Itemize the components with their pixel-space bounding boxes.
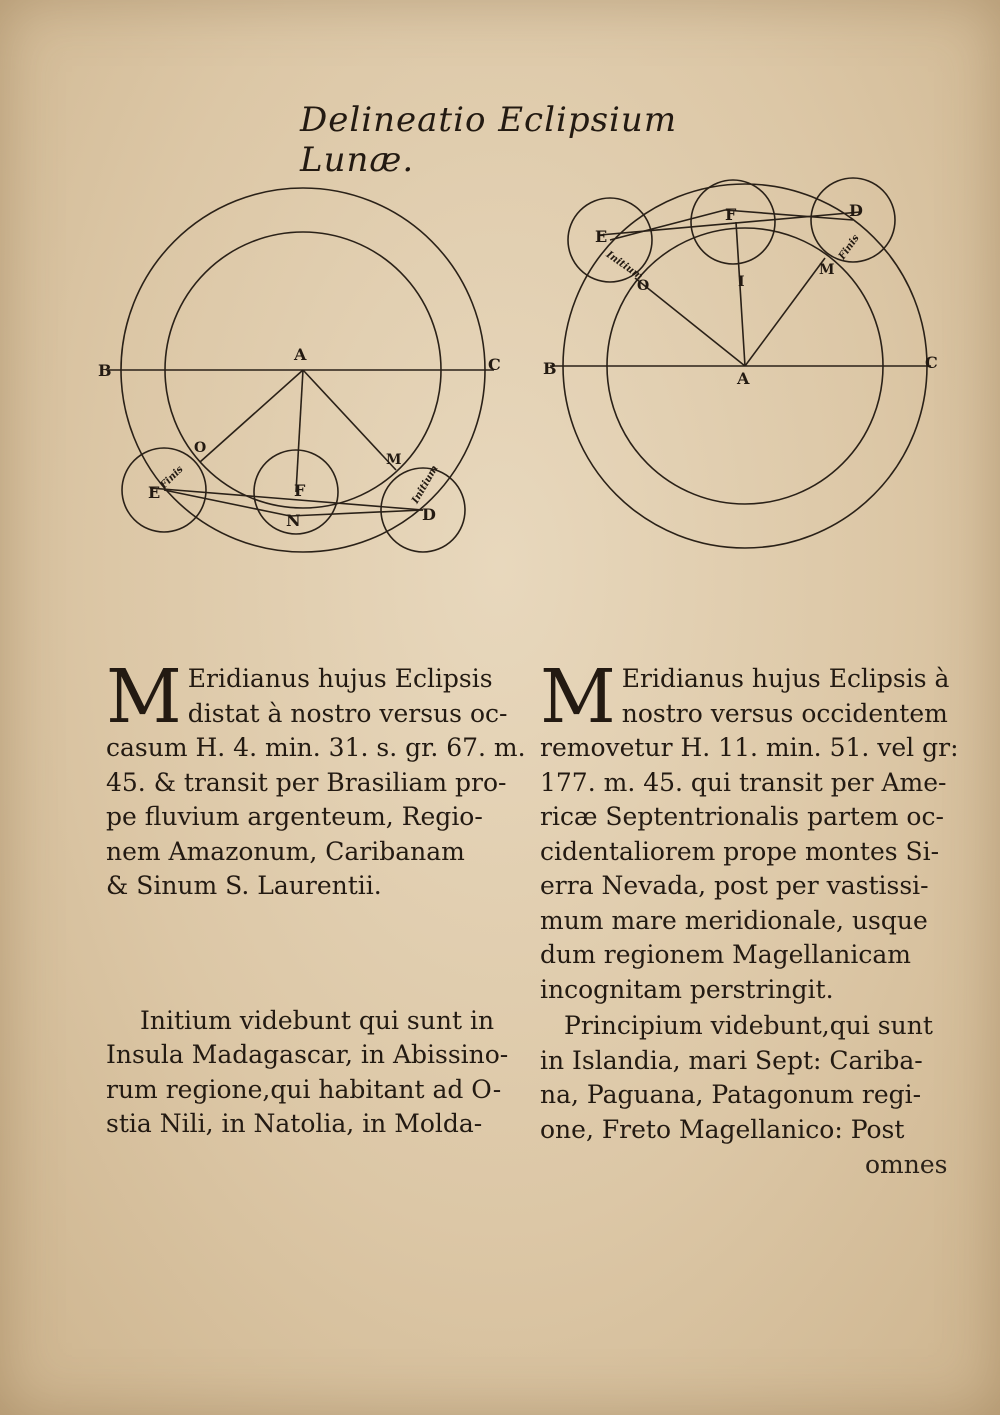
text-line: stia Nili, in Natolia, in Molda- — [106, 1109, 483, 1138]
text-line: rum regione,qui habitant ad O- — [106, 1074, 502, 1104]
catchword: omnes — [865, 1150, 948, 1179]
label-initium: Initium — [410, 463, 441, 506]
text-line: Principium videbunt,qui sunt — [564, 1011, 933, 1040]
label-finis: Finis — [158, 463, 186, 492]
right-paragraph-2 — [540, 1009, 960, 1147]
text-line: 45. & transit per Brasiliam pro- — [106, 767, 507, 797]
label-f: F — [725, 205, 737, 224]
label-b: B — [543, 359, 557, 378]
label-e: E — [148, 483, 161, 502]
label-o: O — [194, 440, 207, 456]
label-a: A — [737, 369, 750, 388]
eclipse-diagram-right — [535, 170, 955, 570]
text-line: Initium videbunt qui sunt in — [140, 1005, 495, 1035]
text-line: in Islandia, mari Sept: Cariba- — [540, 1045, 923, 1075]
eclipse-diagram-left — [90, 180, 530, 600]
label-a: A — [294, 345, 307, 364]
label-b: B — [98, 361, 112, 380]
text-line: erra Nevada, post per vastissi- — [540, 871, 929, 900]
page-heading: Delineatio Eclipsium Lunæ. — [300, 100, 678, 180]
text-line: ricæ Septentrionalis partem oc- — [540, 802, 944, 831]
dropcap: M — [540, 654, 616, 740]
text-line: distat à nostro versus oc- — [187, 698, 508, 728]
text-line: nostro versus occidentem — [621, 698, 948, 728]
right-column — [540, 654, 960, 1147]
left-paragraph-1 — [106, 654, 526, 904]
left-column — [106, 654, 526, 1142]
label-n: N — [286, 511, 301, 530]
text-line: incognitam perstringit. — [540, 974, 834, 1004]
text-line: dum regionem Magellanicam — [540, 940, 912, 969]
text-line: removetur H. 11. min. 51. vel gr: — [540, 733, 959, 762]
label-c: C — [925, 353, 938, 372]
label-e: E — [595, 227, 608, 246]
right-paragraph-1 — [540, 654, 960, 1007]
label-o: O — [637, 278, 650, 294]
text-line: na, Paguana, Patagonum regi- — [540, 1080, 922, 1109]
text-line: casum H. 4. min. 31. s. gr. 67. m. — [106, 733, 526, 762]
dropcap: M — [106, 654, 182, 740]
text-line: cidentaliorem prope montes Si- — [540, 836, 940, 866]
text-line: one, Freto Magellanico: Post — [540, 1114, 905, 1144]
left-paragraph-2 — [106, 1004, 516, 1142]
text-line: Eridianus hujus Eclipsis à — [621, 664, 950, 693]
label-c: C — [488, 355, 501, 374]
text-line: Eridianus hujus Eclipsis — [187, 664, 493, 693]
label-initium: Initium — [603, 249, 645, 283]
label-d: D — [422, 505, 436, 524]
text-line: & Sinum S. Laurentii. — [106, 871, 382, 900]
label-f: F — [294, 481, 306, 500]
text-line: 177. m. 45. qui transit per Ame- — [540, 767, 947, 797]
label-d: D — [849, 201, 863, 220]
label-finis: Finis — [836, 232, 862, 262]
label-i: I — [738, 274, 745, 290]
text-line: mum mare meridionale, usque — [540, 905, 928, 935]
text-line: Insula Madagascar, in Abissino- — [106, 1040, 509, 1069]
label-m: M — [386, 452, 402, 468]
label-m: M — [819, 262, 835, 278]
text-line: pe fluvium argenteum, Regio- — [106, 802, 483, 831]
text-line: nem Amazonum, Caribanam — [106, 836, 465, 866]
